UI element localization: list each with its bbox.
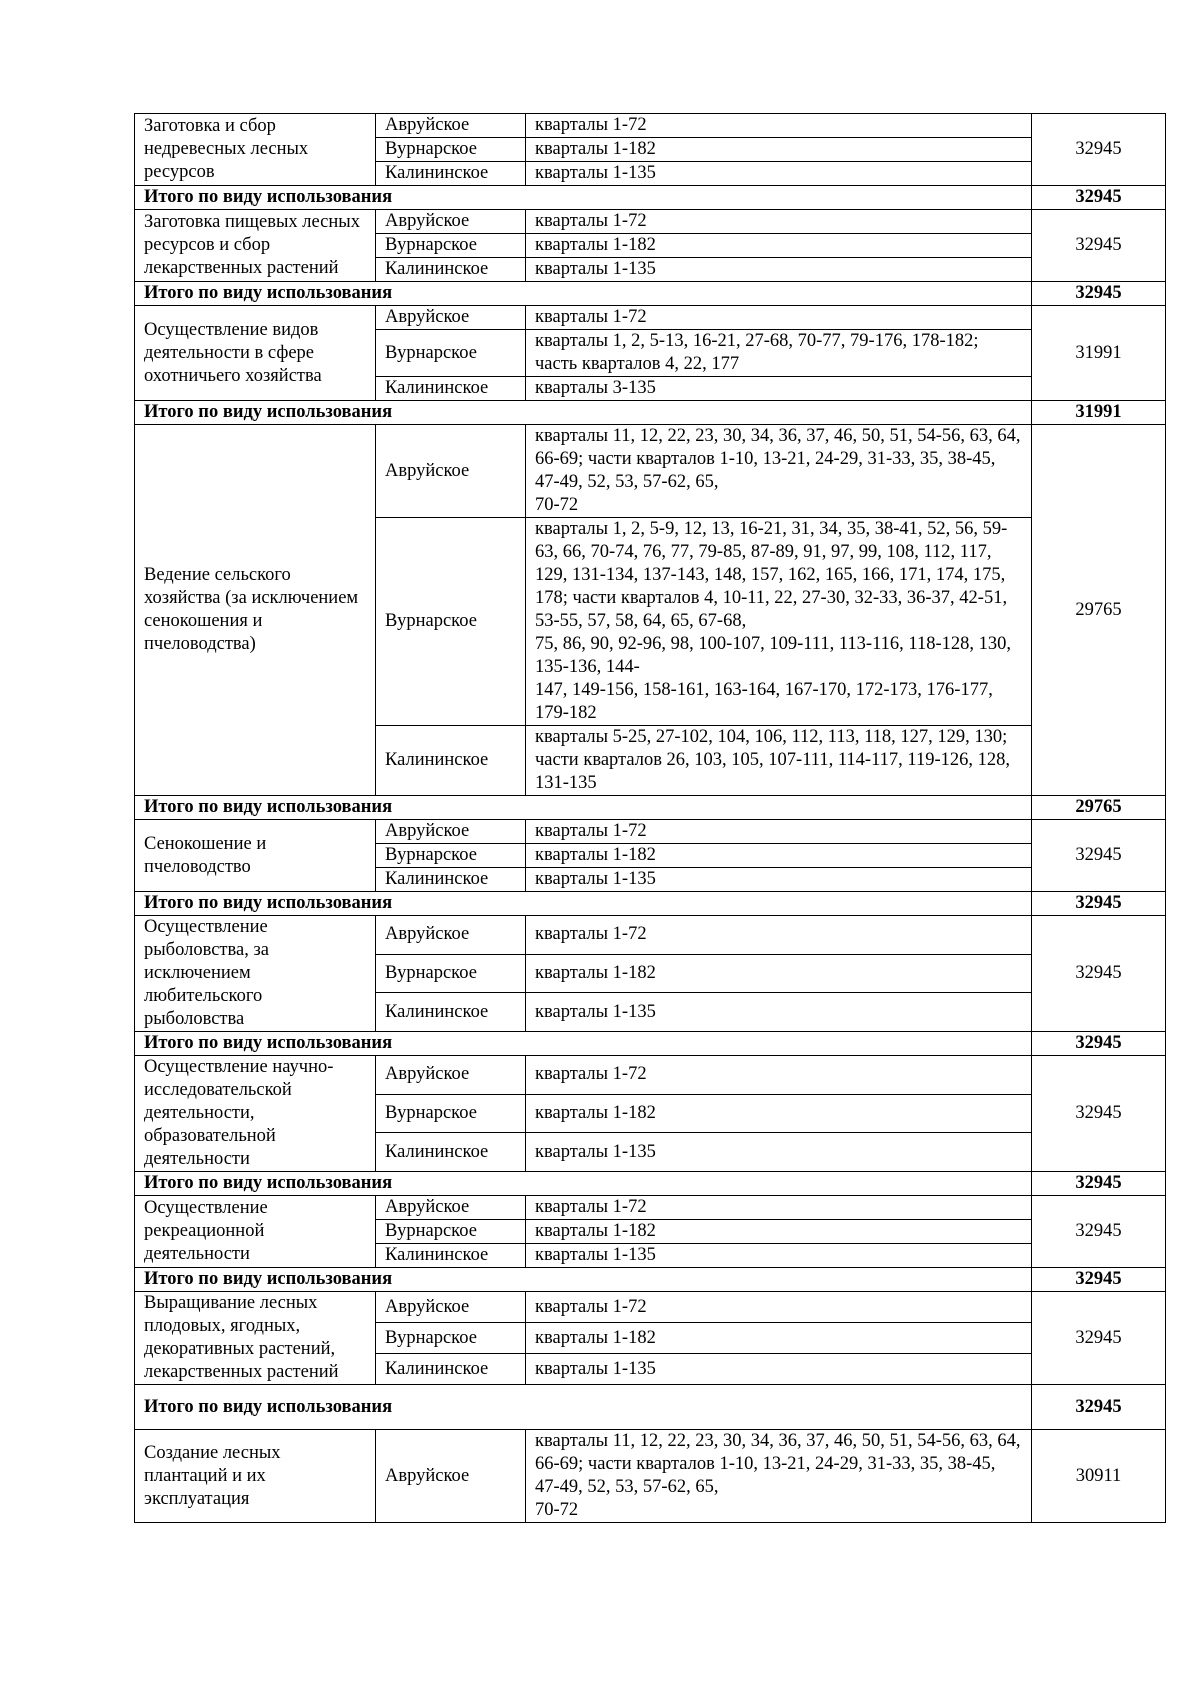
table-row	[135, 114, 1166, 138]
quarters-cell: кварталы 1-135	[526, 162, 1032, 186]
quarters-cell: кварталы 1-182	[526, 1220, 1032, 1244]
quarters-cell: кварталы 1-135	[526, 868, 1032, 892]
summary-value: 32945	[1032, 1268, 1166, 1292]
summary-value: 32945	[1032, 1172, 1166, 1196]
quarters-cell: кварталы 1-135	[526, 1354, 1032, 1385]
summary-label: Итого по виду использования	[135, 1385, 1032, 1430]
table-row	[135, 210, 1166, 234]
use-type-cell: Осуществление рекреационной деятельности	[135, 1196, 376, 1268]
district-cell: Калининское	[376, 258, 526, 282]
quarters-cell: кварталы 1-182	[526, 138, 1032, 162]
quarters-cell: кварталы 11, 12, 22, 23, 30, 34, 36, 37, 46, 50, 51, 54-56, 63, 64, 66-69; части кварталов 1-10, 13-21, 24-29, 31-33, 35, 38-45, 47-49, 52, 53, 57-62, 65, 70-72	[526, 425, 1032, 518]
district-cell: Авруйское	[376, 1056, 526, 1095]
district-cell: Калининское	[376, 377, 526, 401]
quarters-cell: кварталы 11, 12, 22, 23, 30, 34, 36, 37, 46, 50, 51, 54-56, 63, 64, 66-69; части кварталов 1-10, 13-21, 24-29, 31-33, 35, 38-45, 47-49, 52, 53, 57-62, 65, 70-72	[526, 1430, 1032, 1523]
district-cell: Вурнарское	[376, 1323, 526, 1354]
quarters-cell: кварталы 1-72	[526, 210, 1032, 234]
area-total-cell: 32945	[1032, 210, 1166, 282]
quarters-cell: кварталы 1-72	[526, 916, 1032, 955]
district-cell: Вурнарское	[376, 1094, 526, 1133]
district-cell: Вурнарское	[376, 1220, 526, 1244]
quarters-cell: кварталы 1-72	[526, 1292, 1032, 1323]
district-cell: Авруйское	[376, 916, 526, 955]
quarters-cell: кварталы 1-182	[526, 1323, 1032, 1354]
summary-row	[135, 401, 1166, 425]
quarters-cell: кварталы 1-182	[526, 1094, 1032, 1133]
table-row	[135, 1196, 1166, 1220]
district-cell: Вурнарское	[376, 234, 526, 258]
summary-label: Итого по виду использования	[135, 1172, 1032, 1196]
summary-label: Итого по виду использования	[135, 282, 1032, 306]
summary-value: 32945	[1032, 186, 1166, 210]
district-cell: Калининское	[376, 1354, 526, 1385]
summary-value: 32945	[1032, 1032, 1166, 1056]
use-type-cell: Заготовка пищевых лесных ресурсов и сбор лекарственных растений	[135, 210, 376, 282]
district-cell: Вурнарское	[376, 844, 526, 868]
district-cell: Авруйское	[376, 306, 526, 330]
quarters-cell: кварталы 3-135	[526, 377, 1032, 401]
district-cell: Авруйское	[376, 1196, 526, 1220]
area-total-cell: 30911	[1032, 1430, 1166, 1523]
quarters-cell: кварталы 1-72	[526, 820, 1032, 844]
quarters-cell: кварталы 1, 2, 5-13, 16-21, 27-68, 70-77, 79-176, 178-182; часть кварталов 4, 22, 177	[526, 330, 1032, 377]
district-cell: Авруйское	[376, 1292, 526, 1323]
area-total-cell: 31991	[1032, 306, 1166, 401]
table-row	[135, 1056, 1166, 1095]
use-type-cell: Осуществление рыболовства, за исключением любительского рыболовства	[135, 916, 376, 1032]
quarters-cell: кварталы 1-135	[526, 258, 1032, 282]
summary-row	[135, 1032, 1166, 1056]
quarters-cell: кварталы 1, 2, 5-9, 12, 13, 16-21, 31, 34, 35, 38-41, 52, 56, 59-63, 66, 70-74, 76, 77, 79-85, 87-89, 91, 97, 99, 108, 112, 117, 129, 131-134, 137-143, 148, 157, 162, 165, 166, 171, 174, 175, 178; части кварталов 4, 10-11, 22, 27-30, 32-33, 36-37, 42-51, 53-55, 57, 58, 64, 65, 67-68, 75, 86, 90, 92-96, 98, 100-107, 109-111, 113-116, 118-128, 130, 135-136, 144- 147, 149-156, 158-161, 163-164, 167-170, 172-173, 176-177, 179-182	[526, 518, 1032, 726]
summary-label: Итого по виду использования	[135, 1032, 1032, 1056]
area-total-cell: 32945	[1032, 114, 1166, 186]
area-total-cell: 32945	[1032, 1196, 1166, 1268]
summary-row	[135, 186, 1166, 210]
summary-row	[135, 796, 1166, 820]
district-cell: Вурнарское	[376, 954, 526, 993]
summary-value: 32945	[1032, 1385, 1166, 1430]
area-total-cell: 32945	[1032, 1292, 1166, 1385]
district-cell: Вурнарское	[376, 518, 526, 726]
use-type-cell: Создание лесных плантаций и их эксплуатация	[135, 1430, 376, 1523]
district-cell: Авруйское	[376, 114, 526, 138]
quarters-cell: кварталы 1-182	[526, 234, 1032, 258]
table-row	[135, 306, 1166, 330]
summary-row	[135, 1385, 1166, 1430]
summary-label: Итого по виду использования	[135, 1268, 1032, 1292]
quarters-cell: кварталы 1-135	[526, 1133, 1032, 1172]
summary-value: 29765	[1032, 796, 1166, 820]
table-row	[135, 1292, 1166, 1323]
quarters-cell: кварталы 1-72	[526, 306, 1032, 330]
quarters-cell: кварталы 1-182	[526, 954, 1032, 993]
district-cell: Авруйское	[376, 210, 526, 234]
table-row	[135, 820, 1166, 844]
district-cell: Авруйское	[376, 820, 526, 844]
forest-use-table	[134, 113, 1166, 1523]
table-row	[135, 425, 1166, 518]
table-row	[135, 1430, 1166, 1523]
quarters-cell: кварталы 1-182	[526, 844, 1032, 868]
district-cell: Калининское	[376, 726, 526, 796]
district-cell: Калининское	[376, 162, 526, 186]
quarters-cell: кварталы 1-135	[526, 1244, 1032, 1268]
summary-label: Итого по виду использования	[135, 186, 1032, 210]
summary-row	[135, 282, 1166, 306]
use-type-cell: Заготовка и сбор недревесных лесных ресурсов	[135, 114, 376, 186]
table-row	[135, 916, 1166, 955]
quarters-cell: кварталы 1-72	[526, 1196, 1032, 1220]
quarters-cell: кварталы 1-135	[526, 993, 1032, 1032]
use-type-cell: Сенокошение и пчеловодство	[135, 820, 376, 892]
use-type-cell: Осуществление научно-исследовательской деятельности, образовательной деятельности	[135, 1056, 376, 1172]
use-type-cell: Выращивание лесных плодовых, ягодных, декоративных растений, лекарственных растений	[135, 1292, 376, 1385]
district-cell: Вурнарское	[376, 138, 526, 162]
district-cell: Калининское	[376, 868, 526, 892]
summary-label: Итого по виду использования	[135, 401, 1032, 425]
use-type-cell: Осуществление видов деятельности в сфере охотничьего хозяйства	[135, 306, 376, 401]
summary-label: Итого по виду использования	[135, 892, 1032, 916]
table-body	[135, 114, 1166, 1523]
quarters-cell: кварталы 1-72	[526, 1056, 1032, 1095]
quarters-cell: кварталы 5-25, 27-102, 104, 106, 112, 113, 118, 127, 129, 130; части кварталов 26, 103, 105, 107-111, 114-117, 119-126, 128, 131-135	[526, 726, 1032, 796]
area-total-cell: 32945	[1032, 1056, 1166, 1172]
summary-value: 32945	[1032, 892, 1166, 916]
district-cell: Авруйское	[376, 1430, 526, 1523]
summary-value: 31991	[1032, 401, 1166, 425]
summary-row	[135, 1172, 1166, 1196]
area-total-cell: 32945	[1032, 820, 1166, 892]
district-cell: Калининское	[376, 993, 526, 1032]
use-type-cell: Ведение сельского хозяйства (за исключением сенокошения и пчеловодства)	[135, 425, 376, 796]
area-total-cell: 32945	[1032, 916, 1166, 1032]
summary-label: Итого по виду использования	[135, 796, 1032, 820]
district-cell: Авруйское	[376, 425, 526, 518]
summary-row	[135, 1268, 1166, 1292]
area-total-cell: 29765	[1032, 425, 1166, 796]
summary-row	[135, 892, 1166, 916]
district-cell: Вурнарское	[376, 330, 526, 377]
quarters-cell: кварталы 1-72	[526, 114, 1032, 138]
district-cell: Калининское	[376, 1244, 526, 1268]
district-cell: Калининское	[376, 1133, 526, 1172]
summary-value: 32945	[1032, 282, 1166, 306]
